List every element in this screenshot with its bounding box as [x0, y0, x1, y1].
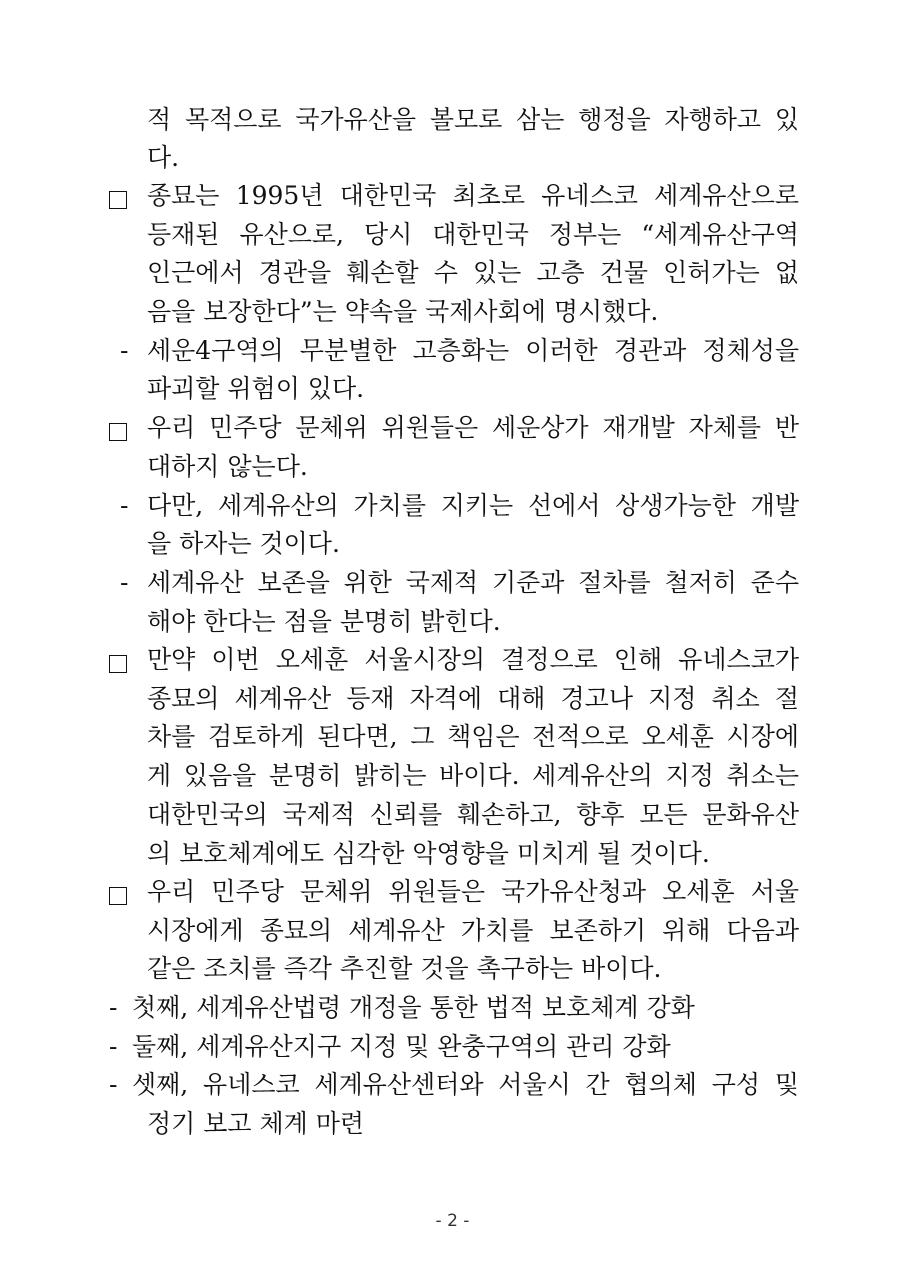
text-line: 같은 조치를 즉각 추진할 것을 촉구하는 바이다. [147, 954, 662, 983]
dash-bullet: - [109, 993, 118, 1022]
dash-bullet: - [120, 336, 129, 365]
text-line: 차를 검토하게 된다면, 그 책임은 전적으로 오세훈 시장에 [147, 722, 799, 751]
text-line: 대하지 않는다. [147, 452, 308, 481]
text-line: 다. [147, 143, 180, 172]
text-line: 음을 보장한다”는 약속을 국제사회에 명시했다. [147, 297, 659, 326]
text-line: 인근에서 경관을 훼손할 수 있는 고층 건물 인허가는 없 [147, 258, 799, 287]
text-line: 다만, 세계유산의 가치를 지키는 선에서 상생가능한 개발 [147, 491, 799, 520]
text-line: 시장에게 종묘의 세계유산 가치를 보존하기 위해 다음과 [147, 916, 799, 945]
text-line: 등재된 유산으로, 당시 대한민국 정부는 “세계유산구역 [147, 220, 799, 249]
text-line: 종묘는 1995년 대한민국 최초로 유네스코 세계유산으로 [147, 181, 799, 210]
text-line: 을 하자는 것이다. [147, 529, 340, 558]
dash-bullet: - [120, 568, 129, 597]
dash-bullet: - [109, 1032, 118, 1061]
checkbox-square-icon [109, 887, 127, 905]
text-line: 파괴할 위험이 있다. [147, 374, 365, 403]
dash-bullet: - [120, 491, 129, 520]
text-line: 우리 민주당 문체위 위원들은 세운상가 재개발 자체를 반 [147, 413, 799, 442]
checkbox-square-icon [109, 423, 127, 441]
dash-bullet: - [109, 1070, 118, 1099]
text-line: 둘째, 세계유산지구 지정 및 완충구역의 관리 강화 [132, 1032, 671, 1061]
text-line: 게 있음을 분명히 밝히는 바이다. 세계유산의 지정 취소는 [147, 761, 799, 790]
text-line: 대한민국의 국제적 신뢰를 훼손하고, 향후 모든 문화유산 [147, 800, 799, 829]
text-line: 해야 한다는 점을 분명히 밝힌다. [147, 607, 501, 636]
text-line: 우리 민주당 문체위 위원들은 국가유산청과 오세훈 서울 [147, 877, 799, 906]
text-line: 세운4구역의 무분별한 고층화는 이러한 경관과 정체성을 [147, 336, 799, 365]
text-line: 적 목적으로 국가유산을 볼모로 삼는 행정을 자행하고 있 [147, 105, 799, 134]
text-line: 만약 이번 오세훈 서울시장의 결정으로 인해 유네스코가 [147, 645, 799, 674]
checkbox-square-icon [109, 655, 127, 673]
page-number: - 2 - [435, 1211, 470, 1231]
text-line: 세계유산 보존을 위한 국제적 기준과 절차를 철저히 준수 [147, 568, 799, 597]
text-line: 정기 보고 체계 마련 [147, 1109, 365, 1138]
text-line: 첫째, 세계유산법령 개정을 통한 법적 보호체계 강화 [132, 993, 695, 1022]
text-line: 셋째, 유네스코 세계유산센터와 서울시 간 협의체 구성 및 [132, 1070, 799, 1099]
text-line: 종묘의 세계유산 등재 자격에 대해 경고나 지정 취소 절 [147, 684, 799, 713]
checkbox-square-icon [109, 191, 127, 209]
text-line: 의 보호체계에도 심각한 악영향을 미치게 될 것이다. [147, 839, 710, 868]
